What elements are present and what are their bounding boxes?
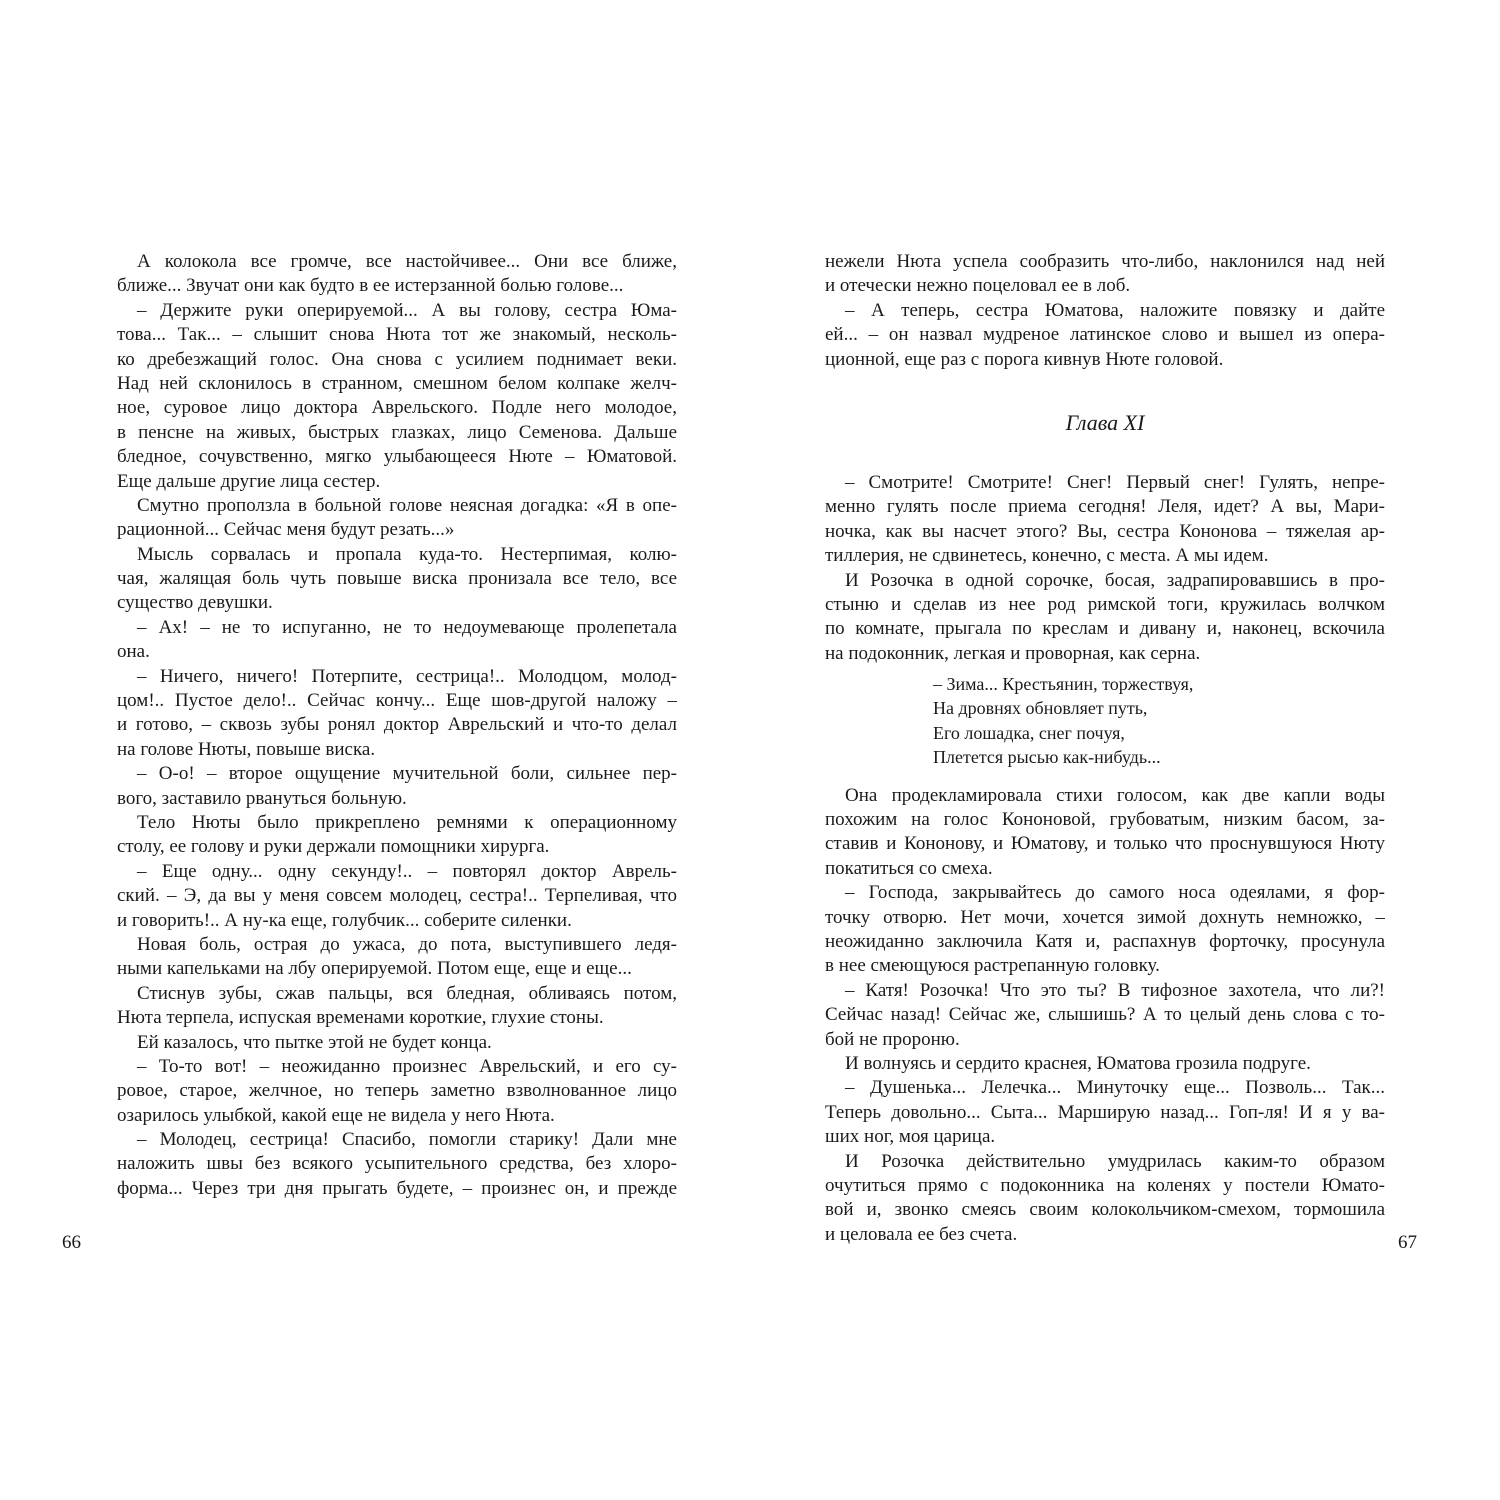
verse-line: – Зима... Крестьянин, торжествуя, <box>933 674 1194 695</box>
text-line: – А теперь, сестра Юматова, наложите повязку и дайте <box>845 299 1385 321</box>
text-line: Сейчас назад! Сейчас же, слышишь? А то целый день слова с то- <box>825 1004 1385 1026</box>
text-line: ное, суровое лицо доктора Аврельского. Подле него молодое, <box>117 397 677 419</box>
text-line: Стиснув зубы, сжав пальцы, вся бледная, обливаясь потом, <box>137 982 677 1004</box>
text-line: ский. – Э, да вы у меня совсем молодец, сестра!.. Терпеливая, что <box>117 885 677 907</box>
text-line: форма... Через три дня прыгать будете, – произнес он, и прежде <box>117 1177 677 1199</box>
text-line: существо девушки. <box>117 592 273 614</box>
text-line: Ей казалось, что пытке этой не будет конца. <box>137 1031 492 1053</box>
text-line: – Смотрите! Смотрите! Снег! Первый снег! Гулять, непре- <box>845 471 1385 493</box>
text-line: цом!.. Пустое дело!.. Сейчас кончу... Еще шов-другой наложу – <box>117 690 677 712</box>
chapter-title: Глава XI <box>1065 409 1145 435</box>
text-line: по комнате, прыгала по креслам и дивану и, наконец, вскочила <box>825 618 1385 640</box>
left-page-text <box>117 250 677 1201</box>
text-line: Над ней склонилось в странном, смешном белом колпаке желч- <box>117 372 677 394</box>
text-line: и целовала ее без счета. <box>825 1223 1018 1245</box>
text-line: И Розочка в одной сорочке, босая, задрапировавшись в про- <box>845 569 1385 591</box>
text-line: Тело Нюты было прикреплено ремнями к операционному <box>137 811 677 833</box>
text-line: очутиться прямо с подоконника на коленях у постели Юмато- <box>825 1174 1385 1196</box>
text-line: ными капельками на лбу оперируемой. Потом еще, еще и еще... <box>117 958 632 980</box>
right-page-text-bottom <box>825 784 1385 1247</box>
text-line: ко дребезжащий голос. Она снова с усилием поднимает веки. <box>117 348 677 370</box>
right-page-text-top <box>825 250 1385 372</box>
text-line: Еще дальше другие лица сестер. <box>117 470 381 492</box>
text-line: – Катя! Розочка! Что это ты? В тифозное захотела, что ли?! <box>845 979 1385 1001</box>
text-line: бой не пророню. <box>825 1028 960 1050</box>
text-line: – Ах! – не то испуганно, не то недоумевающе пролепетала <box>137 616 677 638</box>
page-number-right: 67 <box>1398 1232 1417 1253</box>
text-line: ночка, как вы насчет этого? Вы, сестра Кононова – тяжелая ар- <box>825 520 1385 542</box>
text-line: ей... – он назвал мудреное латинское слово и вышел из опера- <box>825 324 1385 346</box>
text-line: – Еще одну... одну секунду!.. – повторял доктор Аврель- <box>137 860 677 882</box>
text-line: бледное, сочувственно, мягко улыбающееся Нюте – Юматовой. <box>117 446 677 468</box>
text-line: Новая боль, острая до ужаса, до пота, выступившего ледя- <box>137 933 677 955</box>
text-line: – Ничего, ничего! Потерпите, сестрица!.. Молодцом, молод- <box>137 665 677 687</box>
text-line: покатиться со смеха. <box>825 857 993 879</box>
verse-line: На дровнях обновляет путь, <box>933 698 1148 719</box>
text-line: Мысль сорвалась и пропала куда-то. Нестерпимая, колю- <box>137 543 677 565</box>
right-page-text-middle <box>825 471 1385 666</box>
text-line: она. <box>117 641 150 663</box>
text-line: озарилось улыбкой, какой еще не видела у него Нюта. <box>117 1104 555 1126</box>
text-line: Нюта терпела, испуская временами короткие, глухие стоны. <box>117 1007 604 1029</box>
text-line: в нее смеющуюся растрепанную головку. <box>825 955 1160 977</box>
text-line: Смутно проползла в больной голове неясная догадка: «Я в опе- <box>137 494 677 516</box>
text-line: – Держите руки оперируемой... А вы голову, сестра Юма- <box>137 299 677 321</box>
text-line: нежели Нюта успела сообразить что-либо, наклонился над ней <box>825 251 1385 272</box>
verse-line: Плетется рысью как-нибудь... <box>933 747 1161 768</box>
text-line: – Молодец, сестрица! Спасибо, помогли старику! Дали мне <box>137 1129 677 1151</box>
verse-line: Его лошадка, снег почуя, <box>933 722 1125 743</box>
text-line: – Господа, закрывайтесь до самого носа одеялами, я фор- <box>845 882 1385 904</box>
text-line: това... Так... – слышит снова Нюта тот же знакомый, несколь- <box>117 324 677 346</box>
text-line: Она продекламировала стихи голосом, как две капли воды <box>845 784 1385 806</box>
text-line: столу, ее голову и руки держали помощники хирурга. <box>117 836 550 858</box>
text-line: ших ног, моя царица. <box>825 1126 996 1148</box>
text-line: ровое, старое, желчное, но теперь заметно взволнованное лицо <box>117 1080 677 1102</box>
text-line: на подоконник, легкая и проворная, как серна. <box>825 642 1201 664</box>
text-line: чая, жалящая боль чуть повыше виска пронизала все тело, все <box>117 568 677 590</box>
text-line: и готово, – сквозь зубы ронял доктор Аврельский и что-то делал <box>117 714 677 736</box>
text-line: – То-то вот! – неожиданно произнес Аврельский, и его су- <box>137 1055 677 1077</box>
text-line: И волнуясь и сердито краснея, Юматова грозила подруге. <box>845 1052 1311 1074</box>
text-line: И Розочка действительно умудрилась каким-то образом <box>845 1150 1385 1172</box>
text-line: ционной, еще раз с порога кивнув Нюте головой. <box>825 348 1224 370</box>
text-line: менно гулять после приема сегодня! Леля, идет? А вы, Мари- <box>825 496 1385 518</box>
text-line: точку отворю. Нет мочи, хочется зимой дохнуть немножко, – <box>825 906 1385 928</box>
text-line: – О-о! – второе ощущение мучительной боли, сильнее пер- <box>137 763 677 785</box>
text-line: и говорить!.. А ну-ка еще, голубчик... соберите силенки. <box>117 909 572 931</box>
text-line: тиллерия, не сдвинетесь, конечно, с места. А мы идем. <box>825 545 1269 567</box>
text-line: в пенсне на живых, быстрых глазках, лицо Семенова. Дальше <box>117 421 677 443</box>
text-line: вого, заставило рвануться больную. <box>117 787 407 809</box>
verse-block <box>933 672 1385 770</box>
left-page <box>117 250 677 1201</box>
right-page <box>825 250 1385 1247</box>
text-line: стыню и сделав из нее род римской тоги, кружилась волчком <box>825 593 1385 615</box>
text-line: – Душенька... Лелечка... Минуточку еще... Позволь... Так... <box>845 1077 1385 1099</box>
text-line: ставив и Кононову, и Юматову, и только что проснувшуюся Нюту <box>825 833 1385 855</box>
page-number-left: 66 <box>62 1232 81 1253</box>
text-line: А колокола все громче, все настойчивее... Они все ближе, <box>137 251 677 272</box>
text-line: и отечески нежно поцеловал ее в лоб. <box>825 275 1131 297</box>
text-line: на голове Нюты, повыше виска. <box>117 738 376 760</box>
text-line: вой и, звонко смеясь своим колокольчиком-смехом, тормошила <box>825 1199 1385 1221</box>
text-line: наложить швы без всякого усыпительного средства, без хлоро- <box>117 1153 677 1175</box>
text-line: неожиданно заключила Катя и, распахнув форточку, просунула <box>825 930 1385 952</box>
text-line: Теперь довольно... Сыта... Марширую назад... Гоп-ля! И я у ва- <box>825 1101 1385 1123</box>
text-line: ближе... Звучат они как будто в ее истерзанной болью голове... <box>117 275 624 297</box>
text-line: похожим на голос Кононовой, грубоватым, низким басом, за- <box>825 809 1385 831</box>
text-line: рационной... Сейчас меня будут резать...» <box>117 519 455 541</box>
